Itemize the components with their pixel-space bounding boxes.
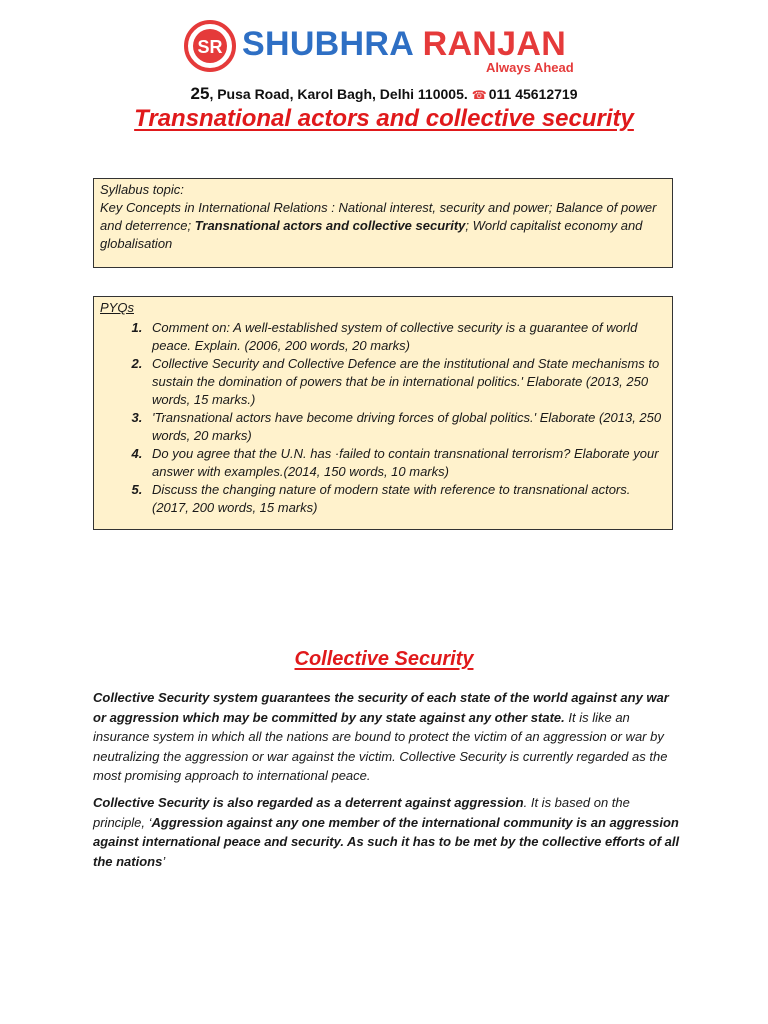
paragraph-1-bold: Collective Security system guarantees the security of each state of the world against any war or aggression which may be committed by any state against any other state. — [93, 690, 669, 725]
address — [0, 84, 768, 104]
syllabus-heading: Syllabus topic: — [100, 182, 184, 197]
syllabus-text-after: ; World capitalist economy and globalisation — [100, 218, 643, 251]
logo-mark-icon — [184, 20, 236, 72]
paragraph-1 — [93, 688, 683, 786]
paragraph-2-bold: Collective Security is also regarded as a deterrent against aggression — [93, 795, 524, 810]
syllabus-box — [93, 178, 673, 268]
address-text: , Pusa Road, Karol Bagh, Delhi 110005. — [209, 86, 468, 102]
pyqs-list — [100, 319, 666, 517]
paragraph-1-rest: It is like an insurance system in which all the nations are bound to protect the victim of an aggression or war by neutralizing the aggression or war against the victim. Collective Security is currently regarded as the most promising approach to international peace. — [93, 709, 668, 783]
pyq-item: 4. Do you agree that the U.N. has ·failed to contain transnational terrorism? Elaborate your answer with examples.(2014, 150 words, 10 marks) — [146, 445, 666, 481]
paragraph-2-end: ’ — [162, 853, 166, 869]
phone-icon: ☎ — [471, 88, 487, 102]
pyq-item: 5. Discuss the changing nature of modern state with reference to transnational actors.(2017, 200 words, 15 marks) — [146, 481, 666, 517]
paragraph-2 — [93, 793, 683, 871]
logo — [184, 20, 604, 75]
brand-part1: SHUBHRA — [242, 25, 413, 63]
pyqs-box — [93, 296, 673, 530]
brand-name — [242, 24, 566, 64]
syllabus-text-before: Key Concepts in International Relations : National interest, security and power; Balance of power and deterrence; — [100, 200, 657, 233]
phone-number: 011 45612719 — [488, 86, 578, 102]
address-number: 25 — [190, 84, 210, 103]
page-title: Transnational actors and collective security — [134, 105, 634, 132]
logo-letters: SR — [197, 37, 223, 57]
tagline: Always Ahead — [486, 60, 574, 75]
pyq-item: 1. Comment on: A well-established system of collective security is a guarantee of world peace. Explain. (2006, 200 words, 20 marks) — [146, 319, 666, 355]
pyq-item: 3. 'Transnational actors have become driving forces of global politics.' Elaborate (2013, 250 words, 20 marks) — [146, 409, 666, 445]
pyqs-heading: PYQs — [100, 300, 134, 315]
paragraph-2-mid: . It is based on the principle, ‘ — [93, 795, 630, 830]
paragraph-2-quote: Aggression against any one member of the international community is an aggression against international peace and security. As such it has to be met by the collective efforts of all the nations — [93, 814, 680, 869]
section-title: Collective Security — [294, 648, 474, 670]
brand-part2: RANJAN — [422, 25, 567, 63]
syllabus-text-bold: Transnational actors and collective security — [194, 218, 466, 233]
syllabus-text — [100, 199, 666, 253]
pyq-item: 2. Collective Security and Collective Defence are the institutional and State mechanisms to sustain the domination of powers that be in international politics.' Elaborate (2013, 250 words, 15 marks.) — [146, 355, 666, 409]
